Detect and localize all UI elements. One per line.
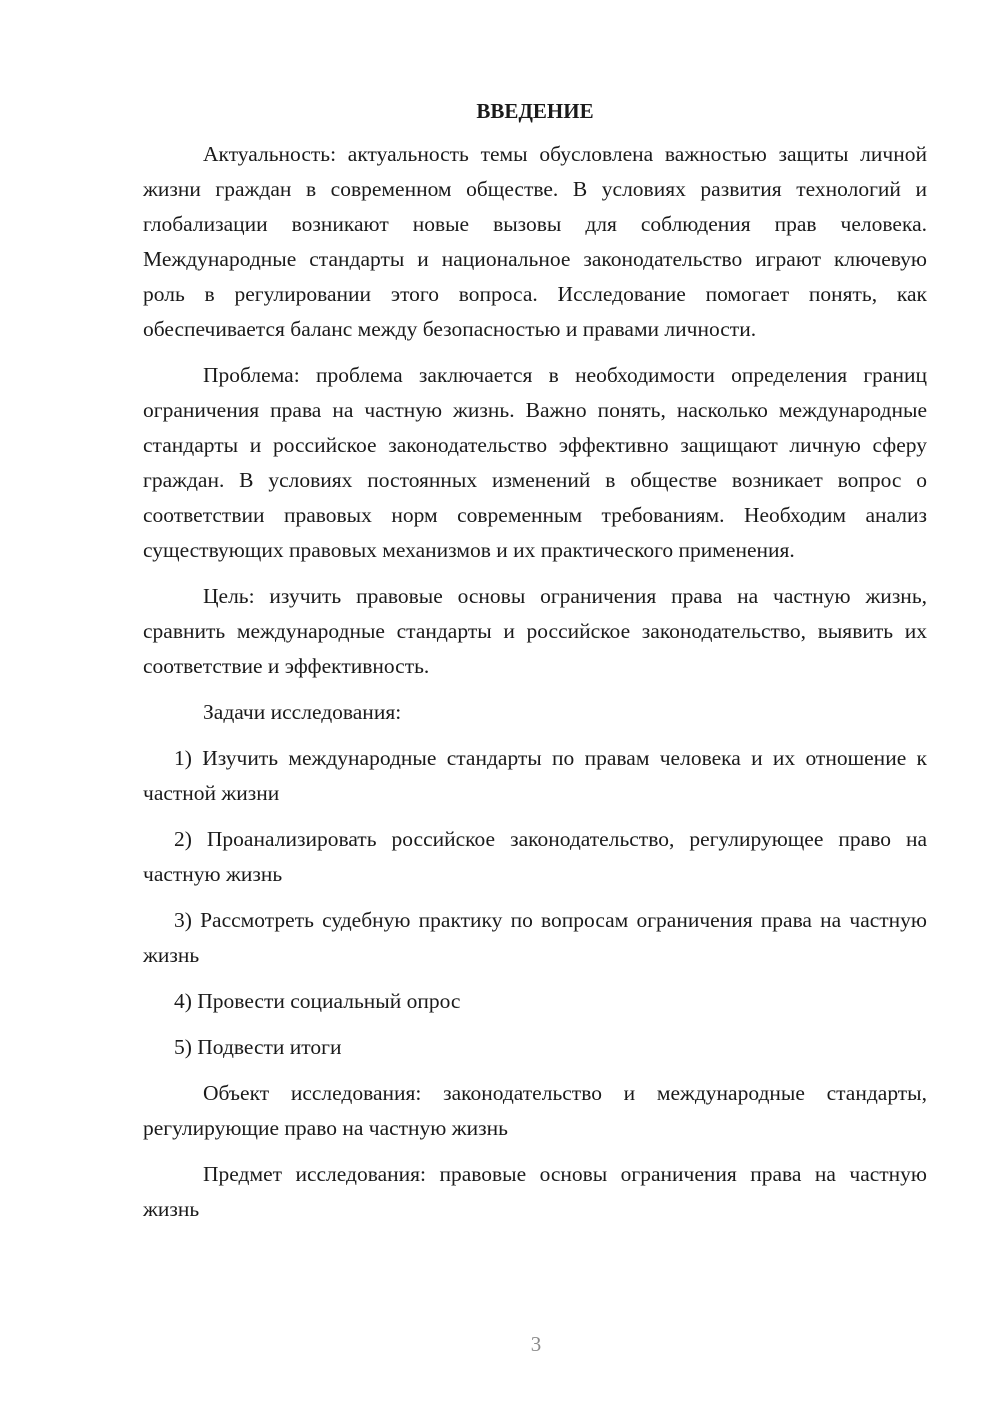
document-page (143, 96, 927, 1238)
subject-paragraph: Предмет исследования: правовые основы ограничения права на частную жизнь (143, 1162, 927, 1221)
task-item: 4) Провести социальный опрос (174, 989, 461, 1013)
task-item: 1) Изучить международные стандарты по правам человека и их отношение к частной жизни (143, 746, 927, 805)
relevance-paragraph: Актуальность: актуальность темы обусловлена важностью защиты личной жизни граждан в современном обществе. В условиях развития технологий и глобализации возникают новые вызовы для соблюдения прав человека. Международные стандарты и национальное законодательство играют ключевую роль в регулировании этого вопроса. Исследование помогает понять, как обеспечивается баланс между безопасностью и правами личности. (143, 142, 927, 341)
task-item: 3) Рассмотреть судебную практику по вопросам ограничения права на частную жизнь (143, 908, 927, 967)
goal-paragraph: Цель: изучить правовые основы ограничения права на частную жизнь, сравнить международные стандарты и российское законодательство, выявить их соответствие и эффективность. (143, 584, 927, 678)
object-paragraph: Объект исследования: законодательство и международные стандарты, регулирующие право на частную жизнь (143, 1081, 927, 1140)
section-title: ВВЕДЕНИЕ (476, 99, 594, 123)
tasks-heading: Задачи исследования: (203, 700, 402, 724)
task-item: 5) Подвести итоги (174, 1035, 342, 1059)
page-number: 3 (530, 1332, 542, 1356)
task-item: 2) Проанализировать российское законодательство, регулирующее право на частную жизнь (143, 827, 927, 886)
problem-paragraph: Проблема: проблема заключается в необходимости определения границ ограничения права на частную жизнь. Важно понять, насколько международные стандарты и российское законодательство эффективно защищают личную сферу граждан. В условиях постоянных изменений в обществе возникает вопрос о соответствии правовых норм современным требованиям. Необходим анализ существующих правовых механизмов и их практического применения. (143, 363, 927, 562)
